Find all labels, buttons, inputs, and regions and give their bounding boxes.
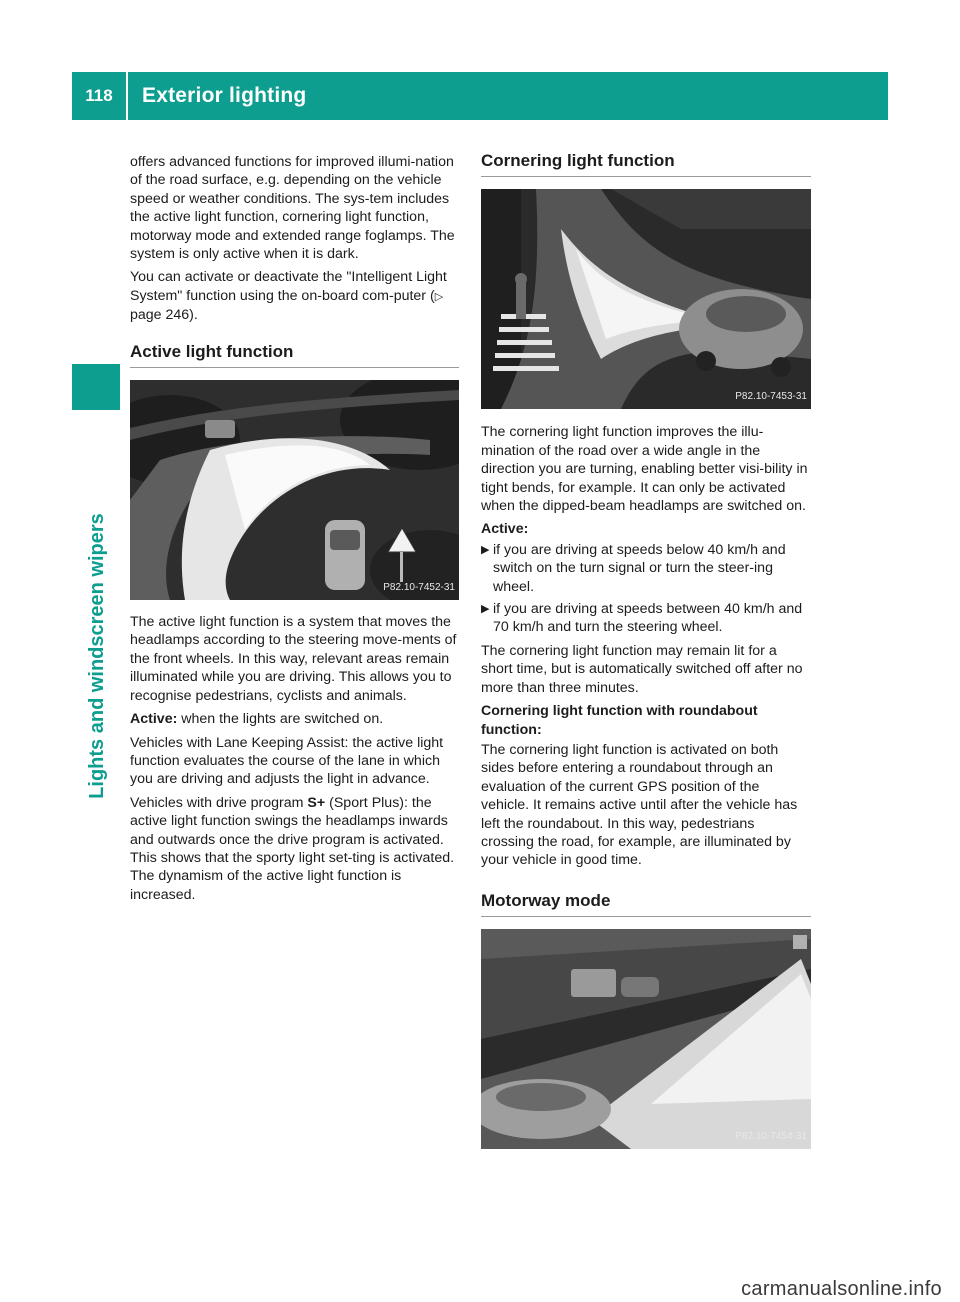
- remain-lit-paragraph: The cornering light function may remain lit for a short time, but is automatically switched off after no more than three minutes.: [481, 642, 803, 696]
- lane-keeping-paragraph: Vehicles with Lane Keeping Assist: the active light function evaluates the course of the lane in which you are driving and adjusts the light in advance.: [130, 734, 444, 788]
- active-light-image: [130, 380, 459, 600]
- chapter-marker: [72, 364, 120, 410]
- bullet-icon: ▶: [481, 603, 490, 616]
- section-title: Exterior lighting: [142, 84, 307, 107]
- active-label: Active:: [130, 711, 178, 728]
- list-item: ▶ if you are driving at speeds between 40 km/h and 70 km/h and turn the steering wheel.: [481, 601, 803, 636]
- cornering-light-illustration: [481, 189, 811, 409]
- chapter-side-label: [86, 513, 108, 799]
- active-conditions-list: [481, 541, 811, 637]
- figure-code: P82.10-7453-31: [735, 391, 807, 402]
- page-ref-link[interactable]: page 246).: [130, 307, 198, 324]
- active-light-description: The active light function is a system that moves the headlamps according to the steering move-ments of the front wheels. In this way, relevant areas remain illuminated while you are driving. This allows you to recognise pedestrians, cyclists and animals.: [130, 614, 457, 704]
- watermark-text[interactable]: carmanualsonline.info: [741, 1278, 942, 1300]
- intro-paragraph: offers advanced functions for improved illumi-nation of the road surface, e.g. depending on the vehicle speed or weather conditions. The sys-tem includes the active light function, cornering light function, motorway mode and extended range foglamps. The system is only active when it is dark.: [130, 154, 455, 263]
- page-header: [72, 72, 888, 120]
- cornering-light-description: The cornering light function improves the illu-mination of the road over a wide angle in the direction you are turning, enabling better visi-bility in tight bends, for example. It can only be activated when the dipped-beam headlamps are switched on.: [481, 424, 808, 515]
- cornering-active-label: Active:: [481, 521, 529, 538]
- sport-plus-paragraph: Vehicles with drive program S+ (Sport Plus): the active light function swings the headlamps inwards and outwards once the drive program is activated. This shows that the sporty light set-ting is activated. The dynamism of the active light function is increased.: [130, 794, 455, 903]
- watermark: [0, 1270, 960, 1302]
- active-light-heading: Active light function: [130, 343, 459, 368]
- active-condition-paragraph: Active: when the lights are switched on.: [130, 711, 384, 728]
- intro-reference-paragraph: You can activate or deactivate the "Intelligent Light System" function using the on-board com-puter (▷ page 246).: [130, 269, 447, 324]
- page-number: 118: [85, 86, 113, 105]
- sport-plus-label: S+: [307, 794, 326, 811]
- active-light-illustration: [130, 380, 459, 600]
- left-column: [130, 153, 459, 909]
- figure-code: P82.10-7452-31: [383, 581, 455, 593]
- roundabout-label-paragraph: Cornering light function with roundabout function:: [481, 703, 758, 738]
- motorway-mode-illustration: [481, 929, 811, 1149]
- chapter-title: Lights and windscreen wipers: [86, 513, 108, 799]
- motorway-mode-heading: Motorway mode: [481, 892, 811, 917]
- page-ref-arrow-icon: ▷: [434, 290, 444, 303]
- list-item: ▶ if you are driving at speeds below 40 km/h and switch on the turn signal or turn the steer-ing wheel.: [481, 541, 786, 595]
- cornering-light-heading: Cornering light function: [481, 152, 811, 177]
- figure-code: P82.10-7454-31: [735, 1130, 807, 1142]
- cornering-light-image: [481, 189, 811, 409]
- motorway-mode-image: [481, 929, 811, 1149]
- roundabout-paragraph: The cornering light function is activated on both sides before entering a roundabout through an evaluation of the current GPS position of the vehicle. It remains active until after the vehicle has left the roundabout. In this way, pedestrians crossing the road, for example, are illuminated by your vehicle in good time.: [481, 741, 798, 869]
- bullet-icon: ▶: [481, 543, 490, 556]
- right-column: [481, 152, 811, 1149]
